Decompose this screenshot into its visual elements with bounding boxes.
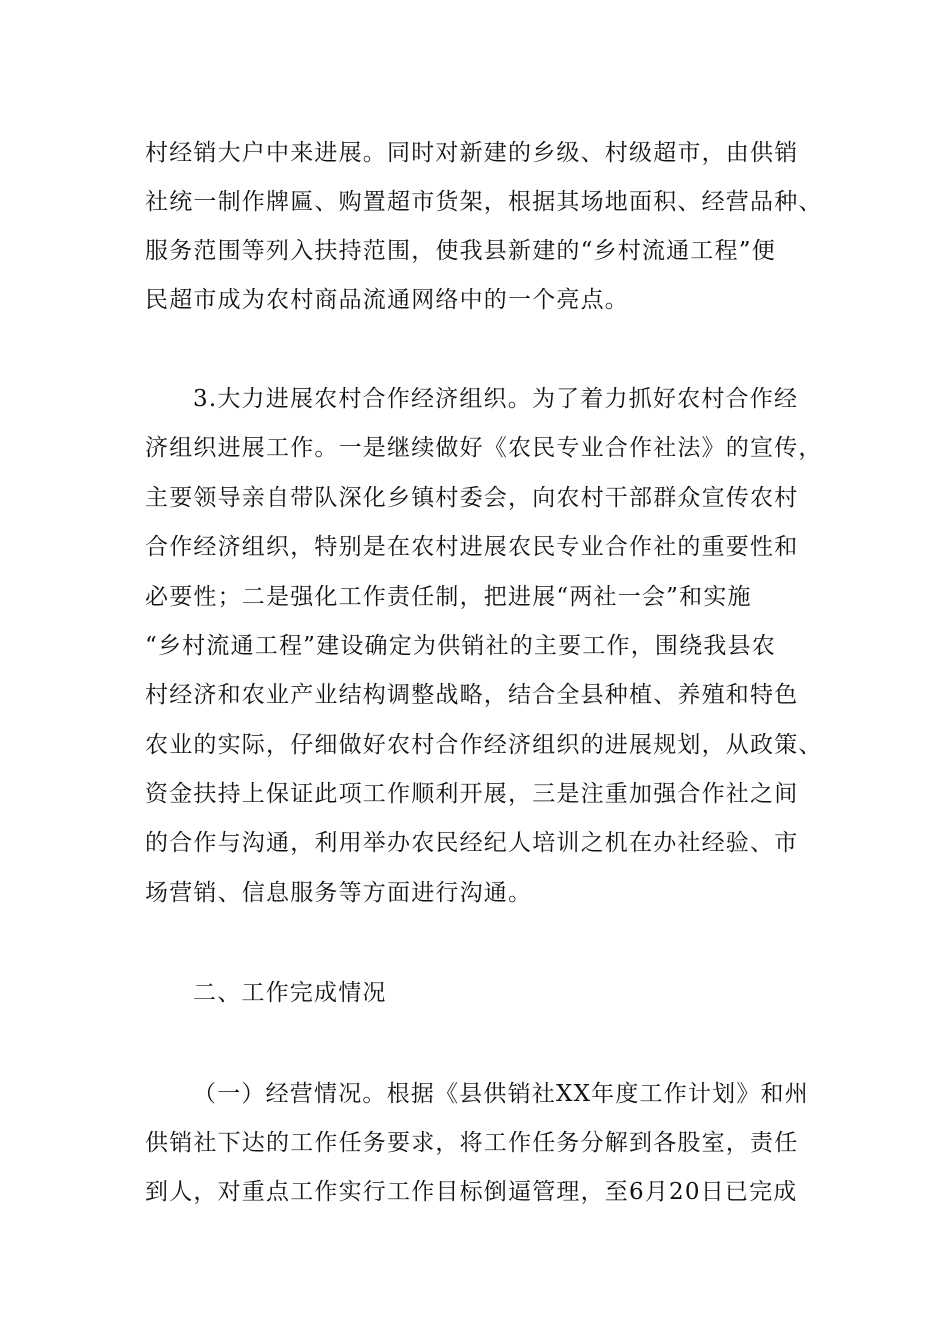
paragraph-4-line-3: 到人，对重点工作实行工作目标倒逼管理，至6月20日已完成 (145, 1179, 798, 1205)
paragraph-4-line-1: （一）经营情况。根据《县供销社XX年度工作计划》和州 (193, 1081, 809, 1107)
paragraph-1-line-3: 服务范围等列入扶持范围，使我县新建的“乡村流通工程”便 (145, 238, 776, 264)
paragraph-2-line-3: 主要领导亲自带队深化乡镇村委会，向农村干部群众宣传农村 (145, 485, 799, 511)
paragraph-2-line-9: 资金扶持上保证此项工作顺利开展，三是注重加强合作社之间 (145, 781, 799, 807)
paragraph-2-line-8: 农业的实际，仔细做好农村合作经济组织的进展规划，从政策、 (145, 732, 823, 758)
paragraph-2-line-10: 的合作与沟通，利用举办农民经纪人培训之机在办社经验、市 (145, 830, 799, 856)
paragraph-2-line-2: 济组织进展工作。一是继续做好《农民专业合作社法》的宣传， (145, 435, 823, 461)
paragraph-1-line-2: 社统一制作牌匾、购置超市货架，根据其场地面积、经营品种、 (145, 189, 823, 215)
paragraph-2-line-7: 村经济和农业产业结构调整战略，结合全县种植、养殖和特色 (145, 682, 799, 708)
paragraph-2-line-5: 必要性；二是强化工作责任制，把进展“两社一会”和实施 (145, 584, 752, 610)
paragraph-1-line-1: 村经销大户中来进展。同时对新建的乡级、村级超市，由供销 (145, 140, 799, 166)
paragraph-2-line-6: “乡村流通工程”建设确定为供销社的主要工作，围绕我县农 (145, 633, 776, 659)
paragraph-2-line-1: 3.大力进展农村合作经济组织。为了着力抓好农村合作经 (193, 386, 799, 412)
paragraph-1-line-4: 民超市成为农村商品流通网络中的一个亮点。 (145, 287, 629, 313)
paragraph-2-line-11: 场营销、信息服务等方面进行沟通。 (145, 880, 533, 906)
section-heading: 二、工作完成情况 (193, 980, 387, 1006)
paragraph-2-line-4: 合作经济组织，特别是在农村进展农民专业合作社的重要性和 (145, 534, 799, 560)
paragraph-4-line-2: 供销社下达的工作任务要求，将工作任务分解到各股室，责任 (145, 1130, 799, 1156)
